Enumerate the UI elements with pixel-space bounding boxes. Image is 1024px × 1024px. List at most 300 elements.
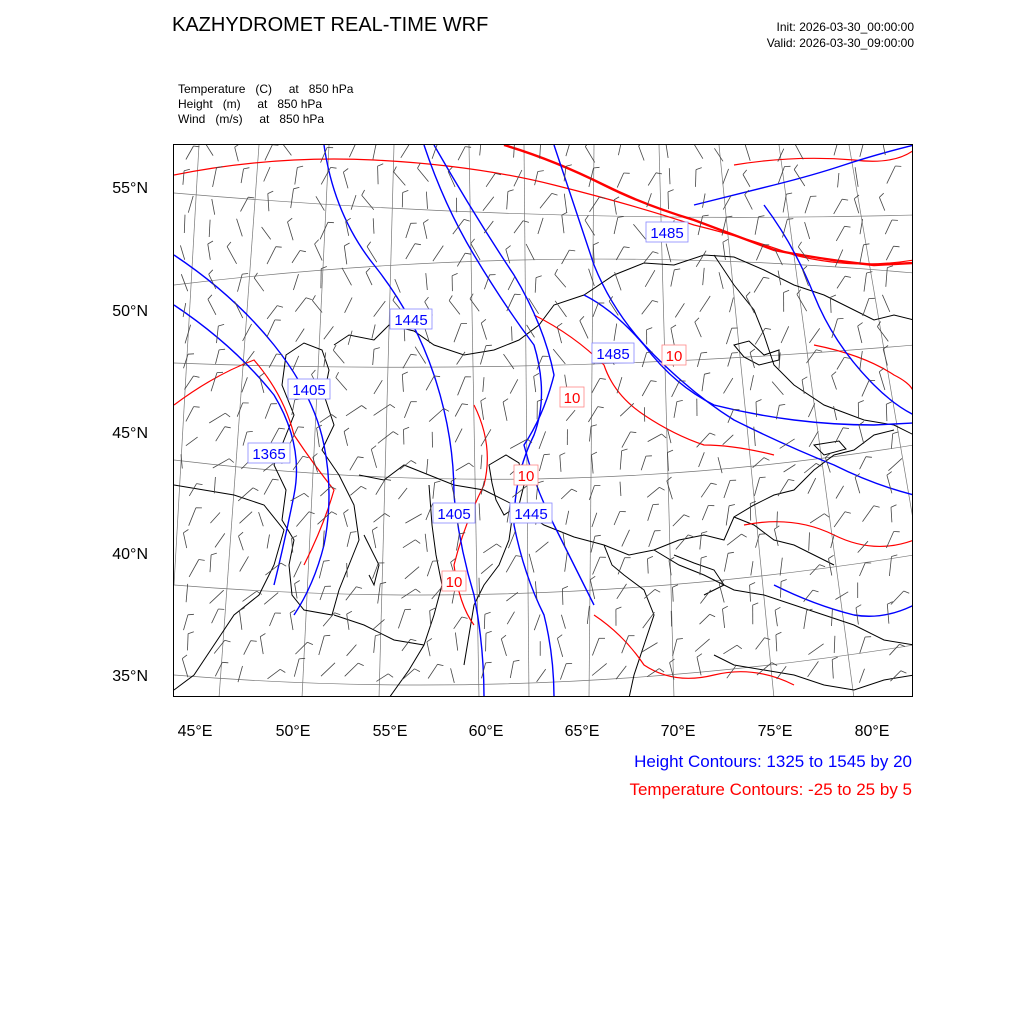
lat-tick-label: 40°N	[112, 546, 148, 563]
wind-barb	[395, 279, 401, 293]
wind-barb	[889, 644, 899, 655]
wind-barb	[805, 222, 810, 239]
wind-barb	[781, 582, 782, 598]
wind-barb	[810, 514, 824, 523]
wind-barb	[186, 407, 194, 422]
wind-barb	[320, 222, 328, 239]
wind-barb	[293, 274, 298, 290]
temperature-label-text: 10	[445, 574, 463, 591]
wind-barb	[696, 251, 706, 267]
wind-barb	[642, 381, 651, 396]
wind-barb	[260, 377, 264, 393]
wind-barb	[451, 668, 455, 683]
wind-barb	[294, 561, 302, 577]
wind-barb	[778, 480, 788, 497]
wind-barb	[378, 166, 379, 184]
wind-barb	[254, 278, 264, 291]
wind-barb	[618, 558, 625, 575]
border-line	[674, 555, 724, 595]
wind-barb	[645, 270, 655, 287]
wind-barb	[616, 247, 623, 260]
wind-barb-feather	[362, 406, 367, 410]
wind-barb	[347, 614, 349, 630]
wind-barb	[671, 270, 675, 287]
wind-barb	[803, 270, 809, 286]
wind-barb-feather	[569, 250, 575, 251]
wind-barb-feather	[585, 145, 589, 147]
wind-barb-feather	[562, 212, 567, 215]
wind-barb-feather	[776, 632, 782, 635]
wind-barb-feather	[728, 552, 734, 553]
wind-barb	[291, 493, 305, 501]
wind-barb-feather	[737, 645, 742, 649]
wind-barb	[700, 296, 710, 312]
wind-barb-feather	[572, 489, 577, 492]
wind-barb-feather	[866, 457, 872, 458]
wind-barb-feather	[303, 456, 309, 458]
height-label-text: 1445	[394, 312, 428, 329]
wind-barb	[483, 544, 496, 553]
wind-barb	[428, 664, 437, 678]
wind-barb	[402, 375, 403, 392]
wind-barb-feather	[344, 428, 349, 432]
wind-barb-feather	[555, 269, 558, 274]
wind-barb	[215, 533, 225, 547]
wind-barb-feather	[624, 247, 630, 248]
wind-barb-feather	[614, 197, 619, 200]
wind-barb	[214, 477, 215, 493]
wind-barb	[858, 541, 868, 552]
graticule-lon-line	[379, 145, 394, 697]
wind-barb	[265, 145, 273, 160]
wind-barb	[561, 615, 565, 629]
wind-barb	[265, 404, 271, 419]
wind-barb-feather	[374, 348, 380, 350]
wind-barb	[188, 196, 193, 213]
wind-barb-feather	[750, 583, 756, 586]
wind-barb	[237, 219, 243, 237]
wind-barb-feather	[411, 461, 416, 464]
wind-barb-feather	[653, 252, 659, 254]
wind-barb	[512, 486, 526, 497]
wind-barb	[834, 636, 835, 653]
wind-barb-feather	[648, 556, 653, 558]
wind-barb	[699, 452, 705, 467]
wind-barb	[506, 556, 516, 573]
wind-barb	[211, 373, 217, 392]
wind-barb	[890, 671, 901, 682]
wind-barb	[204, 145, 213, 156]
wind-barb	[863, 299, 869, 317]
wind-barb-feather	[247, 431, 253, 432]
wind-barb	[264, 593, 278, 605]
wind-barb	[208, 244, 211, 260]
wind-barb-feather	[452, 273, 458, 275]
wind-barb	[373, 349, 374, 365]
lat-tick-label: 45°N	[112, 425, 148, 442]
wind-barb	[293, 356, 299, 370]
wind-barb-feather	[879, 368, 884, 372]
wind-barb	[186, 146, 194, 160]
wind-barb	[347, 563, 348, 577]
wind-barb-feather	[225, 640, 231, 642]
wind-barb	[321, 167, 330, 184]
wind-barb	[862, 380, 869, 396]
wind-barb	[484, 221, 493, 233]
wind-barb-feather	[273, 479, 279, 480]
wind-barb-feather	[418, 163, 421, 168]
field-description	[178, 82, 353, 127]
wind-barb	[427, 459, 428, 474]
wind-barb-feather	[671, 325, 676, 328]
wind-barb	[566, 145, 571, 156]
wind-barb	[238, 274, 243, 292]
wind-barb-feather	[343, 169, 348, 173]
wind-barb	[480, 145, 482, 155]
wind-barb	[536, 542, 549, 553]
temperature-contour	[744, 522, 913, 547]
wind-barb	[262, 227, 271, 239]
weather-map	[174, 145, 913, 697]
wind-barb-feather	[765, 328, 771, 329]
wind-barb-feather	[239, 532, 244, 536]
wind-barb-feather	[242, 274, 248, 275]
wind-barb	[372, 530, 376, 548]
wind-barb	[227, 247, 237, 264]
wind-barb	[342, 268, 352, 286]
wind-barb	[669, 168, 670, 184]
wind-barb-feather	[197, 484, 203, 485]
wind-barb	[398, 610, 405, 629]
wind-barb	[622, 530, 630, 547]
wind-barb-feather	[356, 587, 362, 589]
wind-barb-feather	[503, 399, 508, 402]
wind-barb	[280, 145, 292, 155]
wind-barb-feather	[332, 415, 337, 419]
wind-barb	[418, 168, 429, 181]
wind-barb	[863, 506, 874, 522]
wind-barb-feather	[344, 510, 349, 514]
wind-barb	[510, 661, 513, 678]
wind-barb	[507, 612, 514, 625]
wind-barb	[268, 194, 269, 212]
wind-barb	[774, 529, 778, 546]
wind-barb-feather	[279, 428, 285, 429]
wind-barb	[879, 372, 885, 390]
wind-barb-feather	[830, 295, 836, 297]
wind-barb	[267, 306, 277, 319]
wind-barb	[614, 200, 616, 215]
wind-barb	[294, 659, 299, 677]
wind-barb	[675, 303, 684, 317]
wind-barb	[213, 168, 217, 187]
wind-barb	[561, 489, 571, 499]
wind-barb-feather	[435, 481, 441, 483]
wind-barb-feather	[701, 556, 707, 558]
wind-barb-feather	[309, 512, 315, 514]
wind-barb	[859, 425, 864, 444]
wind-barb	[809, 532, 810, 550]
wind-barb	[456, 463, 469, 471]
wind-barb-feather	[723, 606, 728, 609]
wind-barb	[701, 483, 711, 497]
wind-barb	[184, 354, 189, 368]
wind-barb	[754, 478, 759, 496]
wind-barb	[507, 192, 508, 210]
temperature-contour-labels	[442, 345, 686, 591]
wind-barb-feather	[544, 454, 550, 455]
wind-barb-feather	[673, 585, 679, 588]
wind-barb-feather	[592, 452, 597, 455]
wind-barb	[745, 195, 753, 210]
wind-barb-feather	[218, 324, 224, 326]
wind-barb	[394, 172, 406, 186]
wind-barb	[719, 272, 723, 289]
border-line	[714, 655, 913, 690]
wind-barb-feather	[277, 306, 283, 308]
wind-barb	[696, 170, 697, 187]
wind-barb	[241, 197, 249, 211]
wind-barb	[562, 250, 570, 264]
graticule-lat-line	[174, 193, 913, 217]
wind-barb	[726, 328, 731, 344]
wind-barb-feather	[893, 432, 899, 434]
field-temperature: Temperature (C) at 850 hPa	[178, 82, 354, 96]
wind-barb	[700, 614, 710, 624]
wind-barb-feather	[867, 272, 873, 273]
wind-barb	[723, 169, 729, 184]
wind-barb-feather	[358, 457, 364, 458]
height-label-text: 1485	[650, 225, 684, 242]
wind-barb-feather	[775, 607, 780, 610]
wind-barb-feather	[696, 168, 702, 170]
wind-barb-feather	[557, 635, 562, 639]
wind-barb	[271, 428, 279, 443]
wind-barb	[834, 199, 842, 214]
wind-barb	[746, 296, 754, 313]
wind-barb	[374, 380, 382, 394]
height-label	[646, 222, 688, 242]
wind-barb	[639, 146, 645, 161]
wind-barb	[324, 326, 334, 339]
wind-barb-feather	[194, 376, 200, 377]
wind-barb	[589, 269, 595, 286]
wind-barb	[805, 196, 811, 213]
wind-barb	[642, 353, 646, 368]
wind-barb	[723, 242, 726, 260]
wind-barb	[755, 328, 765, 344]
field-wind: Wind (m/s) at 850 hPa	[178, 112, 325, 126]
wind-barb-feather	[845, 276, 851, 277]
wind-barb	[585, 147, 594, 163]
wind-barb-feather	[508, 190, 514, 192]
wind-barb	[620, 403, 634, 416]
wind-barb-feather	[385, 479, 391, 480]
wind-barbs	[180, 145, 909, 683]
wind-barb-feather	[622, 449, 628, 451]
wind-barb-feather	[184, 169, 190, 171]
lon-tick-label: 45°E	[177, 723, 213, 740]
wind-barb-feather	[312, 295, 315, 300]
wind-barb	[378, 584, 381, 604]
wind-barb-feather	[656, 173, 662, 174]
wind-barb	[642, 301, 653, 315]
wind-barb-feather	[557, 323, 562, 327]
wind-barb-feather	[886, 402, 892, 404]
wind-barb	[775, 610, 777, 626]
wind-barb	[592, 663, 607, 675]
wind-barb	[333, 350, 344, 363]
wind-barb	[778, 167, 784, 184]
height-contours	[174, 145, 913, 697]
wind-barb	[753, 458, 764, 468]
wind-barb	[186, 584, 188, 602]
wind-barb-feather	[845, 512, 851, 514]
wind-barb-feather	[536, 276, 542, 278]
wind-barb-feather	[726, 216, 732, 217]
wind-barb-feather	[459, 533, 465, 534]
wind-barb	[755, 217, 758, 235]
wind-barb	[430, 611, 431, 627]
wind-barb-feather	[182, 655, 187, 659]
wind-barb	[268, 669, 281, 679]
wind-barb	[405, 514, 421, 523]
height-label	[433, 503, 475, 523]
graticule-lon-line	[524, 145, 529, 697]
temperature-contour	[814, 345, 913, 395]
wind-barb	[783, 194, 786, 212]
wind-barb	[510, 379, 518, 393]
wind-barb-feather	[300, 251, 306, 252]
wind-barb-feather	[590, 576, 595, 579]
wind-barb	[808, 644, 823, 655]
wind-barb	[557, 638, 562, 657]
wind-barb-feather	[523, 221, 529, 223]
wind-barb	[564, 194, 567, 213]
wind-barb	[239, 536, 244, 550]
wind-barb	[350, 457, 358, 471]
wind-barb-feather	[411, 639, 417, 641]
border-line	[364, 535, 379, 585]
lat-tick-label: 35°N	[112, 668, 148, 685]
wind-barb-feather	[899, 644, 905, 646]
wind-barb	[648, 173, 656, 186]
height-contour	[694, 145, 913, 205]
wind-barb	[777, 512, 778, 527]
wind-barb-feather	[253, 488, 258, 491]
wind-barb	[695, 639, 710, 652]
height-contour-labels	[248, 222, 688, 523]
wind-barb-feather	[824, 514, 829, 518]
wind-barb	[481, 323, 486, 340]
wind-barb	[347, 645, 357, 656]
wind-barb	[831, 534, 835, 548]
wind-barb	[483, 377, 484, 392]
wind-barb-feather	[842, 199, 848, 200]
wind-barb	[794, 145, 803, 159]
wind-barb	[723, 435, 734, 445]
wind-barb	[886, 246, 893, 260]
wind-barb	[401, 145, 411, 158]
chart-title: KAZHYDROMET REAL-TIME WRF	[172, 14, 489, 36]
wind-barb	[210, 590, 224, 603]
wind-barb	[350, 486, 361, 495]
wind-barb	[400, 461, 411, 470]
wind-barb	[317, 428, 320, 447]
wind-barb	[883, 349, 887, 366]
wind-barb-feather	[486, 631, 492, 633]
temperature-label	[514, 465, 538, 485]
field-height: Height (m) at 850 hPa	[178, 97, 323, 111]
wind-barb	[617, 584, 627, 599]
wind-barb	[240, 512, 253, 524]
wind-barb	[860, 563, 866, 576]
wind-barb-feather	[677, 639, 683, 640]
wind-barb	[343, 172, 348, 188]
wind-barb	[538, 218, 543, 234]
wind-barb-feather	[430, 608, 435, 611]
wind-barb-feather	[225, 413, 230, 417]
wind-barb	[838, 173, 839, 187]
wind-barb-feather	[211, 553, 217, 555]
wind-barb	[295, 168, 298, 185]
wind-barb	[291, 189, 294, 208]
wind-barb-feather	[366, 268, 370, 272]
height-contour	[774, 585, 913, 616]
wind-barb	[454, 617, 462, 629]
temperature-contour	[594, 615, 794, 685]
wind-barb-feather	[486, 345, 492, 346]
wind-barb	[296, 329, 305, 342]
wind-barb-feather	[803, 266, 807, 270]
wind-barb	[351, 195, 356, 210]
wind-barb	[259, 512, 264, 526]
wind-barb-feather	[759, 216, 765, 217]
wind-barb-feather	[344, 243, 349, 246]
wind-barb-feather	[501, 635, 506, 639]
wind-barb	[562, 215, 564, 233]
wind-barb	[184, 615, 188, 630]
wind-barb	[406, 223, 411, 238]
wind-barb	[588, 407, 597, 422]
wind-barb-feather	[674, 269, 680, 270]
wind-barb-feather	[371, 446, 376, 450]
wind-barb	[260, 637, 263, 655]
wind-barb	[349, 145, 357, 157]
wind-barb-feather	[297, 166, 303, 167]
wind-barb	[860, 637, 865, 653]
wind-barb-feather	[688, 535, 694, 537]
wind-barb-feather	[670, 659, 675, 663]
wind-barb	[648, 505, 653, 521]
wind-barb-feather	[361, 486, 366, 489]
wind-barb-feather	[411, 354, 417, 355]
wind-barb	[808, 403, 814, 417]
wind-barb	[754, 277, 763, 292]
wind-barb	[184, 215, 185, 233]
wind-barb	[481, 564, 493, 574]
wind-barb	[886, 404, 887, 421]
wind-barb	[267, 320, 275, 337]
lon-tick-label: 75°E	[757, 723, 793, 740]
wind-barb	[539, 431, 546, 449]
wind-barb-feather	[276, 247, 282, 248]
wind-barb-feather	[260, 634, 265, 637]
wind-barb-feather	[294, 187, 300, 188]
wind-barb-feather	[585, 215, 589, 220]
wind-barb	[891, 591, 904, 605]
wind-barb-feather	[729, 505, 735, 506]
